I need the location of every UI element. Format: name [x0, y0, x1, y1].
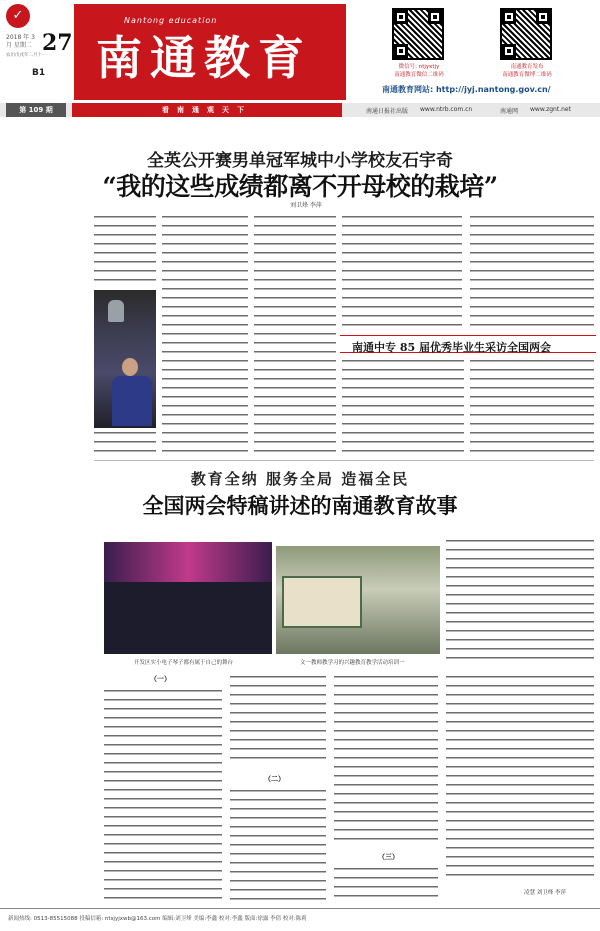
- article3-column3-text: [334, 676, 438, 844]
- athlete-face: [122, 358, 138, 376]
- publisher-url[interactable]: www.ntrb.com.cn: [420, 106, 473, 113]
- publisher: 南通日报社出版: [366, 108, 409, 115]
- article3-kicker: 教育全纳 服务全局 造福全民: [190, 470, 410, 488]
- article2-column2-text: [470, 360, 594, 456]
- newspaper-logo-icon: ✓: [6, 4, 30, 28]
- photo2-caption: 文一教师教学习的兴趣教育教学活动培训一: [300, 660, 405, 666]
- article3-headline: 全国两会特稿讲述的南通教育故事: [142, 493, 458, 518]
- qr1-caption-line2: 南通教育微信二维码: [394, 72, 444, 78]
- section-divider: [94, 460, 594, 461]
- stage-performance-photo: [104, 542, 272, 654]
- qr2-caption-line1: 南通教育发布: [510, 64, 544, 70]
- qr1-caption: [374, 62, 464, 78]
- masthead-left: [4, 4, 72, 100]
- issue-number: 第 109 期: [6, 103, 66, 117]
- site-name: 南通网: [500, 108, 519, 115]
- article3-column2b-text: [230, 790, 326, 900]
- article1-kicker: 全英公开赛男单冠军城中小学校友石宇奇: [147, 151, 453, 171]
- trophy-icon: [108, 300, 124, 322]
- weibo-qr-code-icon: [500, 8, 552, 60]
- masthead-english-title: Nantong education: [124, 16, 218, 25]
- qr2-caption: [482, 62, 572, 78]
- wechat-qr-code-icon: [392, 8, 444, 60]
- article3-column4-text: [446, 676, 594, 876]
- masthead-title: 南通教育: [96, 31, 312, 85]
- website-link[interactable]: 南通教育网站: http://jyj.nantong.gov.cn/: [382, 85, 551, 94]
- athlete-shirt: [112, 376, 152, 426]
- site-url[interactable]: www.zgnt.net: [530, 106, 571, 113]
- article3-column1-text: [104, 690, 222, 900]
- qr1-caption-line1: 微信号: ntjyxtjy: [398, 64, 440, 70]
- article1-column4-text: [342, 216, 462, 328]
- athlete-photo: [94, 290, 156, 428]
- lunar-date: 农历戊戌年二月十一: [6, 53, 47, 58]
- section-marker-2: （二）: [264, 774, 285, 783]
- article2-headline: 南通中专 85 届优秀毕业生采访全国两会: [352, 341, 551, 354]
- photo1-caption: 开发区实小电子琴子都有属于自己的舞台: [134, 660, 234, 666]
- article1-column3-text: [254, 216, 336, 456]
- article1-column1b-text: [94, 432, 156, 456]
- date-day: 27: [42, 30, 73, 56]
- article3-column3b-text: [334, 868, 438, 902]
- page-code: B1: [32, 68, 46, 78]
- section-marker-3: （三）: [378, 852, 399, 861]
- article3-column2-text: [230, 676, 326, 766]
- article2-column1-text: [342, 360, 464, 456]
- qr2-caption-line2: 南通教育微博二维码: [502, 72, 552, 78]
- article3-right-text: [446, 540, 594, 660]
- exhibition-photo: [276, 546, 440, 654]
- article1-headline: “我的这些成绩都离不开母校的栽培”: [102, 172, 498, 201]
- article1-column1-text: [94, 216, 156, 288]
- display-board: [282, 576, 362, 628]
- footer: 新闻热线: 0513-85515088 投稿信箱: ntsjyjxwb@163.com 编辑:刘卫烽 美编:李鑫 校对:李鑫 版面:徐露 李倩 校对:陈莉: [0, 908, 600, 931]
- stage-lights: [104, 542, 272, 582]
- date-small: 2018 年 3 月 星期二: [6, 34, 35, 49]
- article1-column5-text: [470, 216, 594, 328]
- section-marker-1: （一）: [150, 674, 171, 683]
- article1-column2-text: [162, 216, 248, 456]
- slogan-bar: 看南通观天下: [72, 103, 342, 117]
- article3-byline: 凌慧 刘卫烽 李萍: [524, 890, 566, 896]
- article1-byline: 刘卫烽 李萍: [290, 202, 322, 209]
